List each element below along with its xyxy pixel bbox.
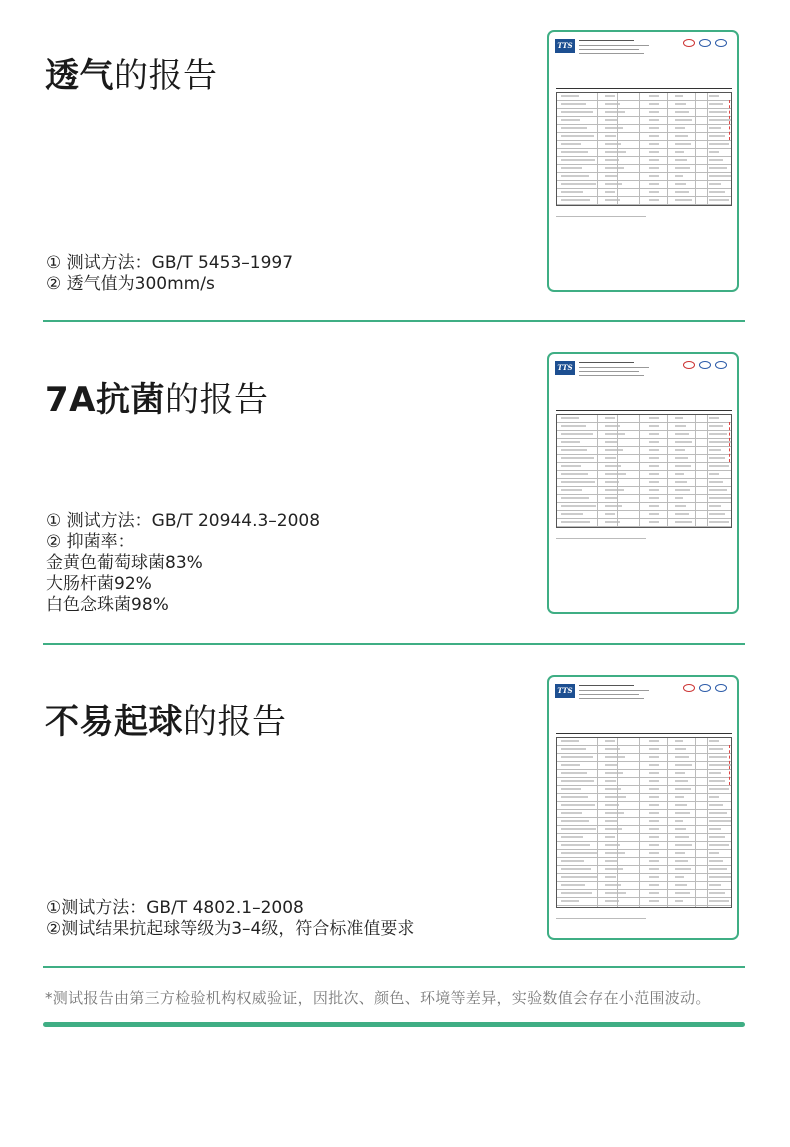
section-title: [45, 694, 287, 743]
report-header: [555, 359, 733, 387]
bottom-accent-bar: [43, 1022, 745, 1027]
title-suffix: 的报告: [114, 56, 218, 96]
title-highlight: 透气: [45, 56, 114, 96]
report-table: [556, 414, 732, 528]
cert-mark-icon: [683, 39, 695, 47]
test-method: ① 测试方法：GB/T 5453–1997: [46, 253, 294, 273]
section-divider: [43, 320, 745, 322]
report-thumbnail[interactable]: [547, 30, 739, 292]
stamp-mark: [729, 100, 737, 140]
test-method: ① 测试方法：GB/T 20944.3–2008: [46, 511, 321, 531]
cert-mark-icon: [699, 39, 711, 47]
report-header: [555, 682, 733, 710]
lab-logo-icon: TTS: [555, 684, 575, 698]
result-item: 金黄色葡萄球菌83%: [46, 553, 203, 573]
result-item: 白色念珠菌98%: [46, 595, 169, 615]
cert-mark-icon: [715, 39, 727, 47]
test-result-label: ② 抑菌率：: [46, 532, 135, 552]
section-description: [46, 511, 320, 616]
section-description: [46, 898, 414, 940]
report-table: [556, 92, 732, 206]
section-divider: [43, 643, 745, 645]
result-item: 大肠杆菌92%: [46, 574, 152, 594]
section-title: [45, 372, 268, 421]
report-header: [555, 37, 733, 65]
cert-mark-icon: [683, 361, 695, 369]
lab-logo-icon: TTS: [555, 361, 575, 375]
section-title: [45, 48, 218, 97]
report-table: [556, 737, 732, 908]
test-method: ①测试方法：GB/T 4802.1–2008: [46, 898, 304, 918]
title-highlight: 7A抗菌: [45, 380, 165, 420]
cert-mark-icon: [715, 361, 727, 369]
disclaimer-footnote: *测试报告由第三方检验机构权威验证，因批次、颜色、环境等差异，实验数值会存在小范围波动。: [45, 989, 711, 1007]
cert-mark-icon: [683, 684, 695, 692]
cert-mark-icon: [715, 684, 727, 692]
cert-mark-icon: [699, 361, 711, 369]
stamp-mark: [729, 745, 737, 785]
title-suffix: 的报告: [164, 380, 269, 420]
lab-logo-icon: TTS: [555, 39, 575, 53]
report-thumbnail[interactable]: [547, 352, 739, 614]
report-thumbnail[interactable]: [547, 675, 739, 940]
section-divider: [43, 966, 745, 968]
test-result: ② 透气值为300mm/s: [46, 274, 215, 294]
stamp-mark: [729, 422, 737, 462]
title-highlight: 不易起球: [45, 702, 183, 742]
cert-mark-icon: [699, 684, 711, 692]
test-result: ②测试结果抗起球等级为3–4级，符合标准值要求: [46, 919, 415, 939]
section-description: [46, 253, 293, 295]
title-suffix: 的报告: [183, 702, 287, 742]
